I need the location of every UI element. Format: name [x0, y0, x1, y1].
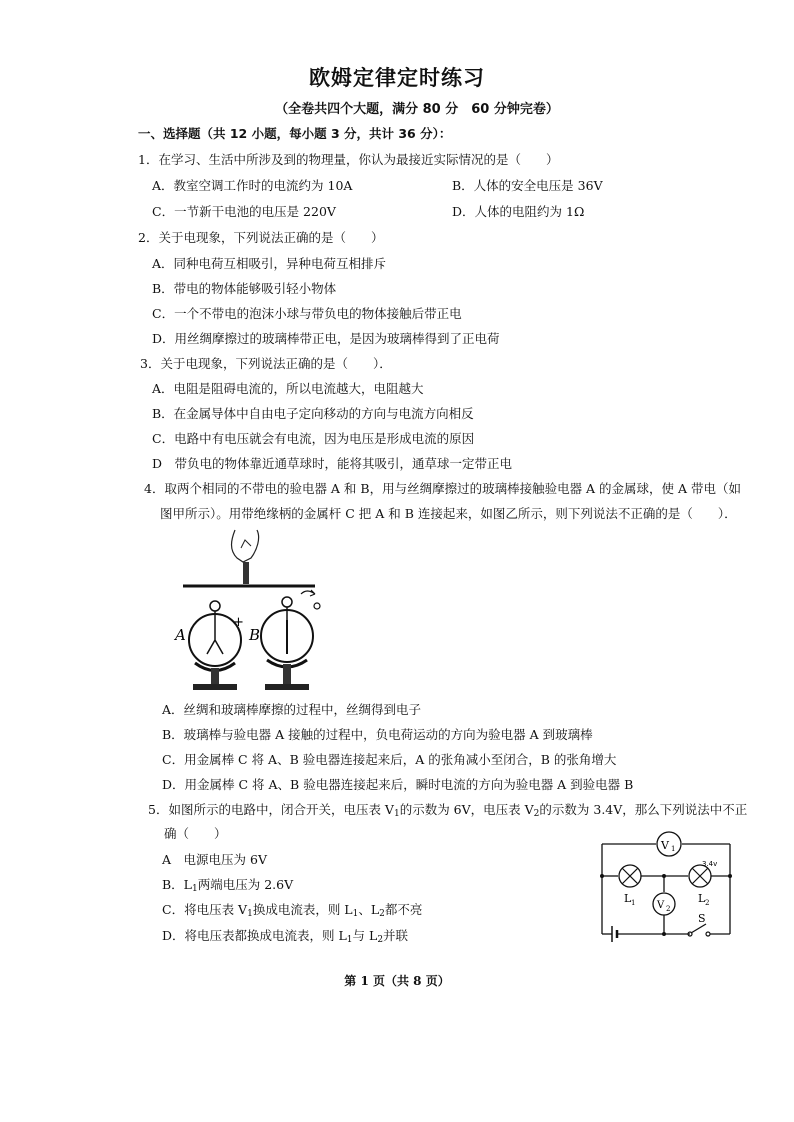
- circuit-diagram: [590, 826, 740, 944]
- q4-option-c: C．用金属棒 C 将 A、B 验电器连接起来后，A 的张角减小至闭合，B 的张角增大: [162, 752, 617, 767]
- q1-option-a: A．教室空调工作时的电流约为 10A: [152, 178, 353, 193]
- rod-handle: [243, 562, 249, 584]
- svg-text:2: 2: [705, 899, 710, 907]
- page-title: 欧姆定律定时练习: [309, 66, 485, 90]
- electroscope-b-base: [265, 684, 309, 690]
- label-l1: L: [624, 892, 632, 905]
- electroscope-a-leaves: [207, 623, 223, 654]
- electroscope-figure: [165, 528, 325, 698]
- svg-text:V: V: [657, 900, 665, 911]
- q5-option-a: A 电源电压为 6V: [162, 852, 267, 867]
- q1-option-d: D．人体的电阻约为 1Ω: [452, 204, 585, 219]
- q2-option-a: A．同种电荷互相吸引，异种电荷互相排斥: [152, 256, 387, 271]
- q3-option-d: D 带负电的物体靠近通草球时，能将其吸引，通草球一定带正电: [152, 456, 513, 471]
- q5-option-d: D．将电压表都换成电流表，则 $L_1$与 $L_2$并联: [162, 928, 409, 945]
- electroscope-a-base: [193, 684, 237, 690]
- handwritten-note: 3.4v: [702, 860, 718, 868]
- q3-option-c: C．电路中有电压就会有电流，因为电压是形成电流的原因: [152, 431, 475, 446]
- q4-option-a: A．丝绸和玻璃棒摩擦的过程中，丝绸得到电子: [162, 702, 422, 717]
- q4-stem-line1: 4．取两个相同的不带电的验电器 A 和 B，用与丝绸摩擦过的玻璃棒接触验电器 A 的金属球，使 A 带电（如: [144, 481, 742, 496]
- page-footer: 第 1 页（共 8 页）: [344, 974, 450, 988]
- label-b: B: [249, 626, 261, 644]
- page-subtitle: （全卷共四个大题，满分 80 分 60 分钟完卷）: [275, 102, 559, 117]
- arrow-mark: [301, 590, 315, 596]
- svg-text:2: 2: [666, 905, 671, 913]
- svg-text:V: V: [661, 839, 669, 852]
- svg-text:1: 1: [671, 845, 676, 853]
- q5-stem-line1: 5．如图所示的电路中，闭合开关，电压表 $V_1$的示数为 6V，电压表 $V_2$的示数为 3.4V，那么下列说法中不正: [148, 802, 748, 819]
- plus-sign: +: [233, 615, 244, 630]
- electroscope-b-ball: [282, 597, 292, 607]
- q3-option-b: B．在金属导体中自由电子定向移动的方向与电流方向相反: [152, 406, 474, 421]
- q2-stem: 2．关于电现象，下列说法正确的是（ ）: [138, 230, 384, 245]
- q2-option-b: B．带电的物体能够吸引轻小物体: [152, 281, 337, 296]
- q1-option-c: C．一节新干电池的电压是 220V: [152, 204, 336, 219]
- svg-text:1: 1: [631, 899, 636, 907]
- q4-option-b: B．玻璃棒与验电器 A 接触的过程中，负电荷运动的方向为验电器 A 到玻璃棒: [162, 727, 593, 742]
- q5-option-c: C．将电压表 $V_1$换成电流表，则 $L_1$、$L_2$都不亮: [162, 902, 423, 919]
- q2-option-c: C．一个不带电的泡沫小球与带负电的物体接触后带正电: [152, 306, 462, 321]
- q4-stem-line2: 图甲所示）。用带绝缘柄的金属杆 C 把 A 和 B 连接起来，如图乙所示，则下列说法不正确的是（ ）．: [160, 506, 737, 521]
- label-s: S: [698, 912, 706, 925]
- q2-option-d: D．用丝绸摩擦过的玻璃棒带正电，是因为玻璃棒得到了正电荷: [152, 331, 500, 346]
- q5-option-b: B．$L_1$两端电压为 2.6V: [162, 877, 294, 894]
- label-a: A: [175, 626, 186, 644]
- q3-option-a: A．电阻是阻碍电流的，所以电流越大，电阻越大: [152, 381, 424, 396]
- switch: [691, 924, 706, 933]
- hand-drawing: [232, 530, 259, 562]
- label-l2: L: [698, 892, 706, 905]
- electroscope-a-ball: [210, 601, 220, 611]
- finger-lines: [241, 540, 251, 548]
- q1-stem: 1．在学习、生活中所涉及到的物理量，你认为最接近实际情况的是（ ）: [138, 152, 559, 167]
- q5-stem-line2: 确（ ）: [164, 826, 227, 841]
- q3-stem: 3．关于电现象，下列说法正确的是（ ）．: [140, 356, 392, 371]
- q1-option-b: B．人体的安全电压是 36V: [452, 178, 603, 193]
- q4-option-d: D．用金属棒 C 将 A、B 验电器连接起来后，瞬时电流的方向为验电器 A 到验电器 B: [162, 777, 634, 792]
- section-heading: 一、选择题（共 12 小题，每小题 3 分，共计 36 分）：: [138, 126, 452, 141]
